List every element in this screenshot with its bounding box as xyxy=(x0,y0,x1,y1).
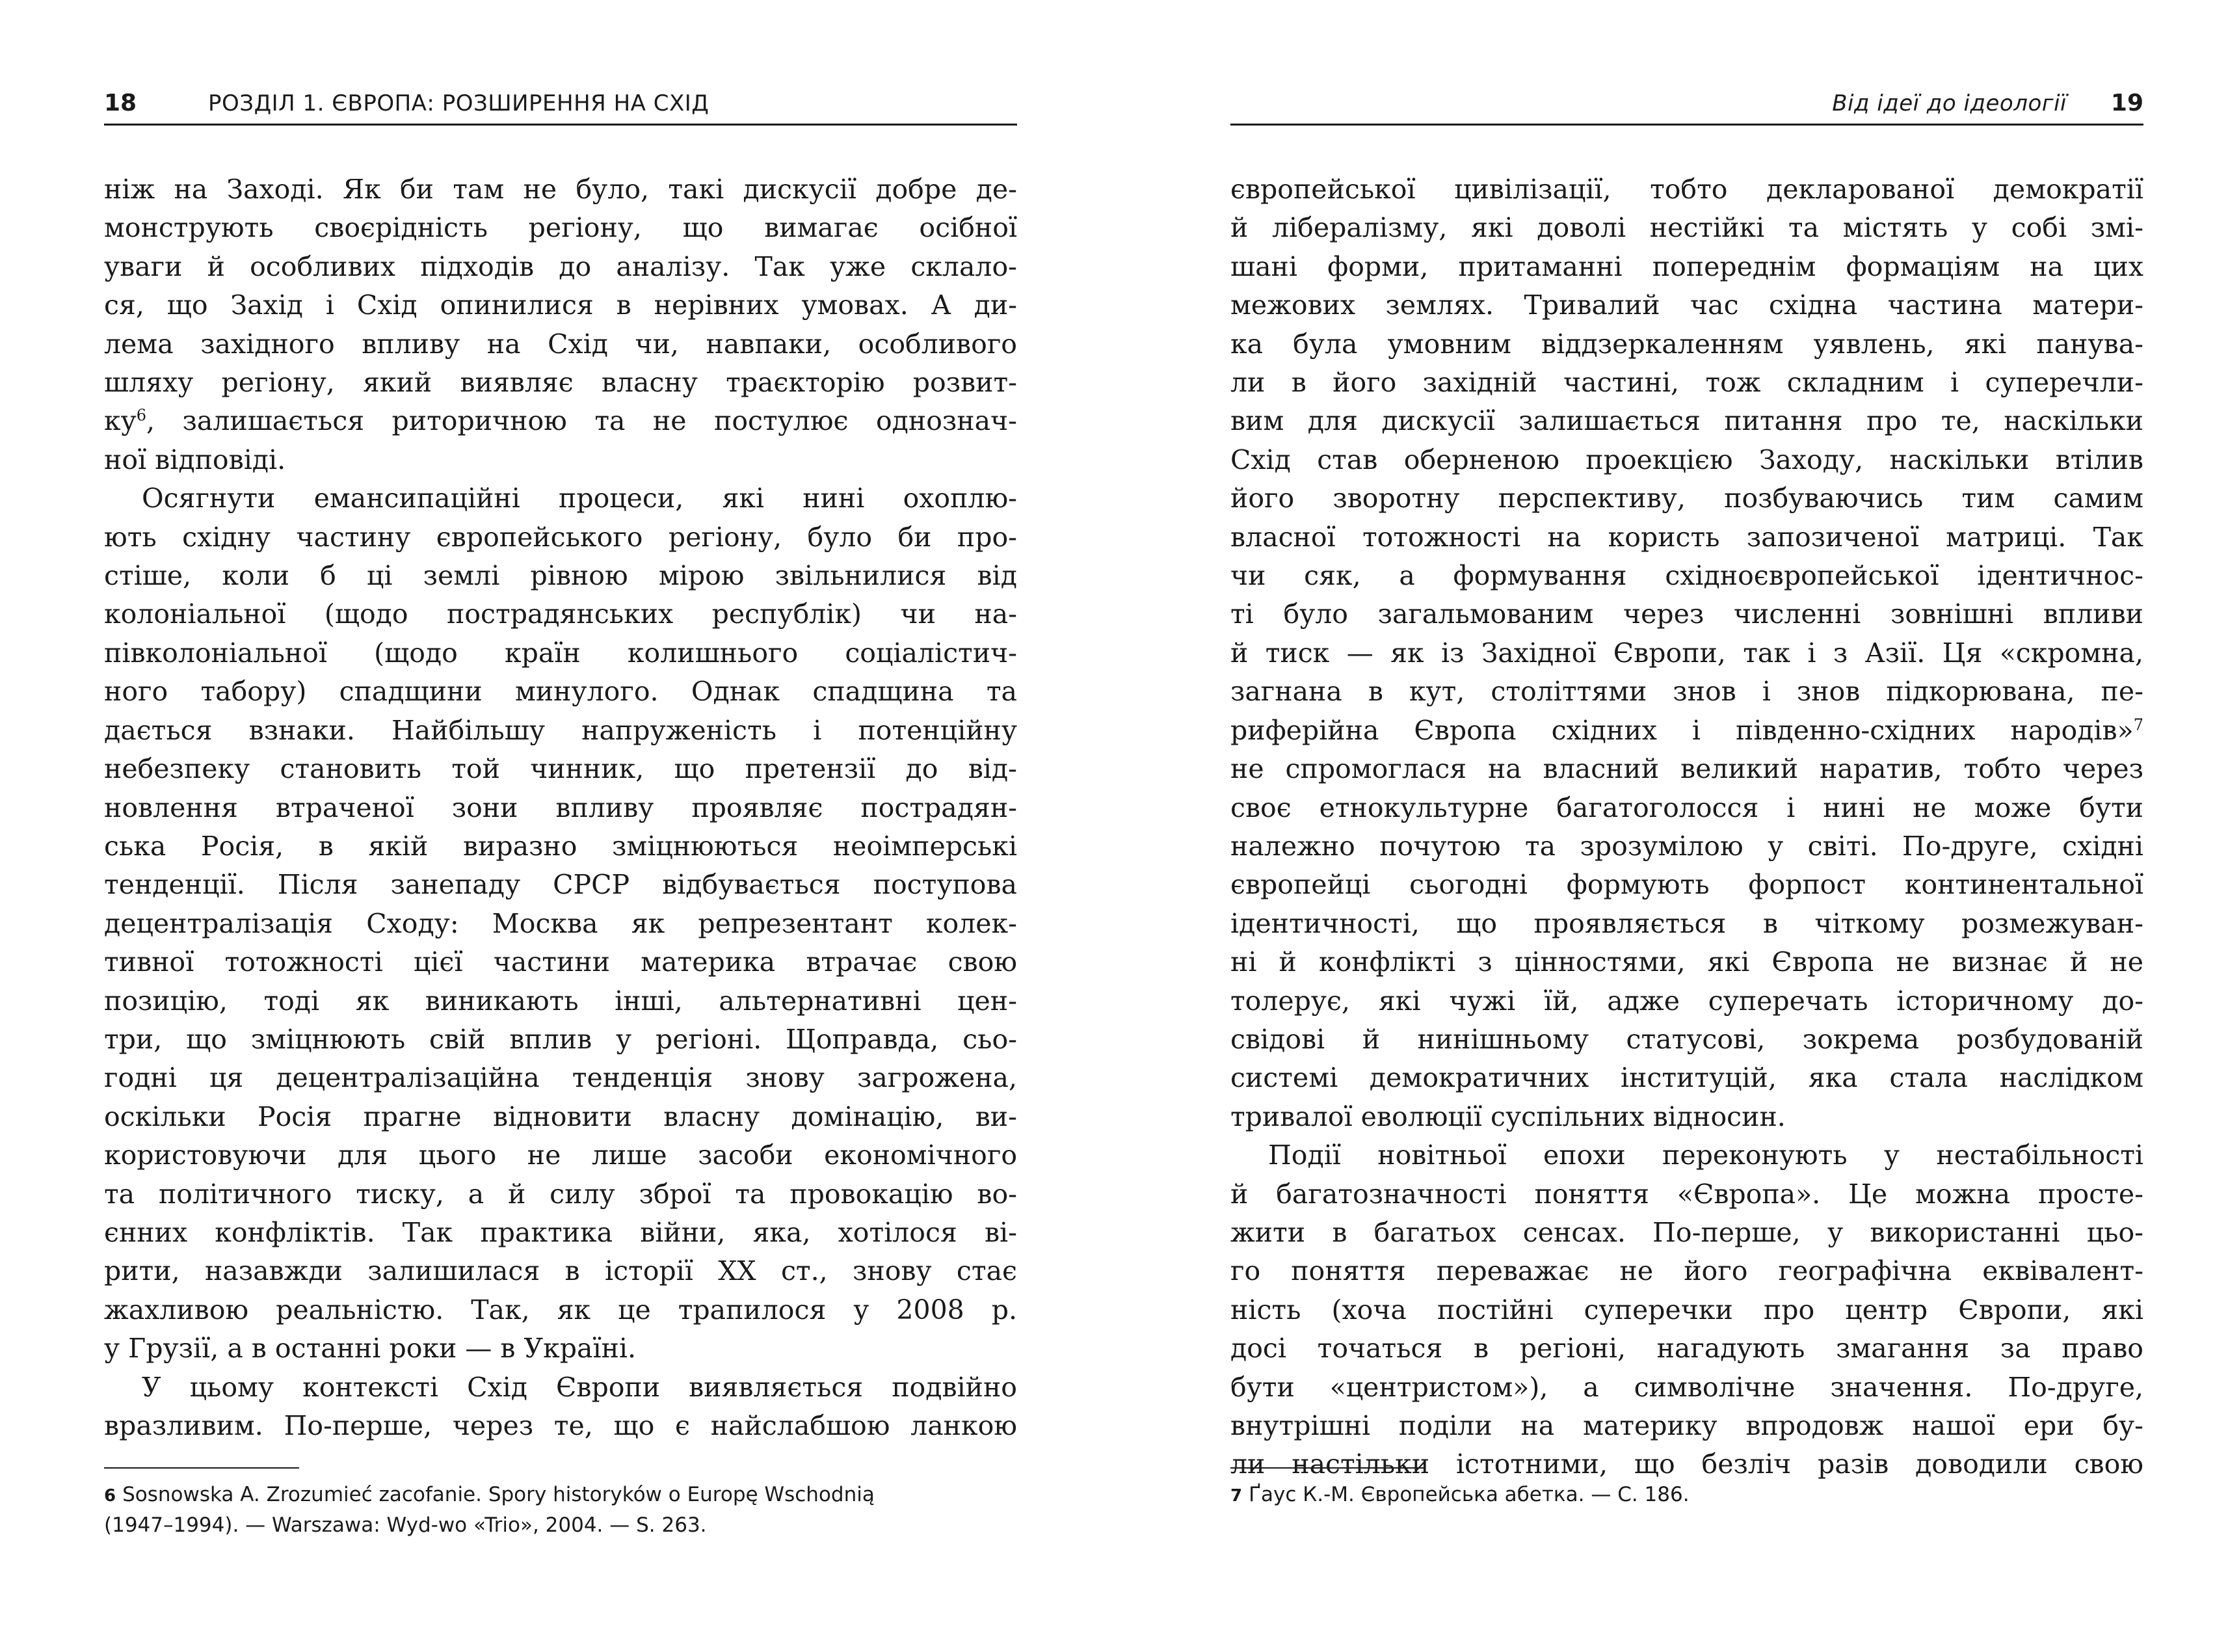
footnote-rule xyxy=(1230,1467,1426,1469)
text-line: ли в його західній частині, тож складним і суперечли- xyxy=(1230,367,2143,399)
text-line: й багатозначності поняття «Європа». Це можна простe- xyxy=(1230,1178,2143,1210)
text-line: небезпеку становить той чинник, що претензії до від- xyxy=(104,753,1017,785)
right-page xyxy=(1230,0,2143,1652)
footnote-ref: 6 xyxy=(136,406,147,425)
text-line: ли настільки істотними, що безліч разів доводили свою xyxy=(1230,1448,2143,1480)
text-line: ної відповіді. xyxy=(104,444,286,475)
text-line: лема західного впливу на Схід чи, навпаки, особливого xyxy=(104,328,1017,360)
text-line: монструють своєрідність регіону, що вимагає осібної xyxy=(104,212,1017,244)
text-line: не спромоглася на власний великий наратив, тобто через xyxy=(1230,753,2143,785)
text-line: ніж на Заході. Як би там не було, такі дискусії добре де- xyxy=(104,174,1017,205)
text-line: європейської цивілізації, тобто декларованої демократії xyxy=(1230,174,2143,205)
body-text xyxy=(104,170,1017,1445)
body-text xyxy=(1230,170,2143,1484)
text-line: й тиск — як із Західної Європи, так і з Азії. Ця «скромна, xyxy=(1230,637,2143,669)
text-line: ку$^6$, залишається риторичною та не постулює однознач- xyxy=(104,405,1017,437)
text-line: досі точаться в регіоні, нагадують змагання за право xyxy=(1230,1333,2143,1365)
text-line: належно почутою та зрозумілою у світі. По-друге, східні xyxy=(1230,830,2143,862)
text-line: позицію, тоді як виникають інші, альтернативні цен- xyxy=(104,985,1017,1017)
footnote xyxy=(104,1480,1017,1540)
text-line: дається взнаки. Найбільшу напруженість і потенційну xyxy=(104,714,1017,746)
section-title: Від ідеї до ідеології xyxy=(1832,90,2067,116)
footnote xyxy=(1230,1480,2143,1511)
text-line: у Грузії, а в останні роки — в Україні. xyxy=(104,1333,637,1365)
text-line: системі демократичних інституцій, яка стала наслідком xyxy=(1230,1062,2143,1094)
text-line: чи сяк, а формування східноєвропейської ідентичнос- xyxy=(1230,560,2143,592)
text-line: оскільки Росія прагне відновити власну домінацію, ви- xyxy=(104,1100,1017,1132)
text-line: ська Росія, в якій виразно зміцнюються неоімперські xyxy=(104,830,1017,862)
page-number: 18 xyxy=(104,90,137,116)
running-head-left xyxy=(104,83,1017,126)
text-line: Схід став оберненою проекцією Заходу, наскільки втілив xyxy=(1230,444,2143,475)
text-line: ка була умовним віддзеркаленням уявлень, які панува- xyxy=(1230,328,2143,360)
footnote-number: 6 xyxy=(104,1486,116,1506)
footnote-line: 7 Ґаус К.-М. Європейська абетка. — С. 186. xyxy=(1230,1483,1690,1506)
text-line: новлення втраченої зони впливу проявляє пострадян- xyxy=(104,792,1017,823)
footnote-rule xyxy=(104,1467,299,1469)
text-line: тенденції. Після занепаду СРСР відбувається поступова xyxy=(104,869,1017,901)
text-line: межових землях. Тривалий час східна частина матери- xyxy=(1230,289,2143,321)
text-line: Осягнути емансипаційні процеси, які нині охоплю- xyxy=(142,483,1017,514)
text-line: рити, назавжди залишилася в історії XX ст., знову стає xyxy=(104,1255,1017,1287)
text-line: єнних конфліктів. Так практика війни, яка, хотілося ві- xyxy=(104,1216,1017,1248)
text-line: ність (хоча постійні суперечки про центр Європи, які xyxy=(1230,1294,2143,1326)
text-line: жити в багатьох сенсах. По-перше, у використанні цьо- xyxy=(1230,1216,2143,1248)
footnote-line: (1947–1994). — Warszawa: Wyd-wo «Trio», 2004. — S. 263. xyxy=(104,1513,707,1537)
text-line: та політичного тиску, а й силу зброї та провокацію во- xyxy=(104,1178,1017,1210)
text-line: ного табору) спадщини минулого. Однак спадщина та xyxy=(104,676,1017,708)
text-line: вразливим. По-перше, через те, що є найслабшою ланкою xyxy=(104,1410,1017,1441)
text-line: ся, що Захід і Схід опинилися в нерівних умовах. А ди- xyxy=(104,289,1017,321)
text-line: уваги й особливих підходів до аналізу. Так уже склало- xyxy=(104,250,1017,282)
text-line: колоніальної (щодо пострадянських республік) чи на- xyxy=(104,598,1017,630)
text-line: тривалої еволюції суспільних відносин. xyxy=(1230,1100,1786,1132)
text-line: ті було загальмованим через численні зовнішні впливи xyxy=(1230,598,2143,630)
text-line: го поняття переважає не його географічна еквівалент- xyxy=(1230,1255,2143,1287)
text-line: власної тотожності на користь запозиченої матриці. Так xyxy=(1230,521,2143,553)
text-line: тивної тотожності цієї частини материка втрачає свою xyxy=(104,946,1017,978)
text-line: три, що зміцнюють свій вплив у регіоні. Щоправда, сьо- xyxy=(104,1023,1017,1055)
text-line: жахливою реальністю. Так, як це трапилося у 2008 р. xyxy=(104,1294,1017,1326)
text-line: шані форми, притаманні попереднім формаціям на цих xyxy=(1230,250,2143,282)
text-line: риферійна Європа східних і південно-східних народів»$^7$ xyxy=(1230,714,2143,746)
text-line: стіше, коли б ці землі рівною мірою звільнилися від xyxy=(104,560,1017,592)
text-line: загнана в кут, століттями знов і знов підкорювана, пе- xyxy=(1230,676,2143,708)
text-line: європейці сьогодні формують форпост континентальної xyxy=(1230,869,2143,901)
text-line: його зворотну перспективу, позбуваючись тим самим xyxy=(1230,483,2143,514)
text-line: вим для дискусії залишається питання про те, наскільки xyxy=(1230,405,2143,437)
text-line: Події новітньої епохи переконують у нестабільності xyxy=(1268,1139,2143,1171)
text-line: У цьому контексті Схід Європи виявляється подвійно xyxy=(142,1371,1017,1403)
text-line: ють східну частину європейського регіону, було би про- xyxy=(104,521,1017,553)
footnote-ref: 7 xyxy=(2133,715,2143,734)
footnote-number: 7 xyxy=(1230,1486,1243,1506)
text-line: своє етнокультурне багатоголосся і нині не може бути xyxy=(1230,792,2143,823)
text-line: й лібералізму, які доволі нестійкі та містять у собі змі- xyxy=(1230,212,2143,244)
text-line: ні й конфлікті з цінностями, які Європа не визнає й не xyxy=(1230,946,2143,978)
text-line: децентралізація Сходу: Москва як репрезентант колек- xyxy=(104,907,1017,939)
text-line: годні ця децентралізаційна тенденція знову загрожена, xyxy=(104,1062,1017,1094)
chapter-title: РОЗДІЛ 1. ЄВРОПА: РОЗШИРЕННЯ НА СХІД xyxy=(208,90,710,116)
running-head-right xyxy=(1230,83,2143,126)
footnote-line: 6 Sosnowska A. Zrozumieć zacofanie. Spory historyków o Europę Wschodnią xyxy=(104,1483,875,1506)
text-line: користовуючи для цього не лише засоби економічного xyxy=(104,1139,1017,1171)
text-line: толерує, які чужі їй, адже суперечать історичному до- xyxy=(1230,985,2143,1017)
text-line: шляху регіону, який виявляє власну траєкторію розвит- xyxy=(104,367,1017,399)
text-line: свідові й нинішньому статусові, зокрема розбудованій xyxy=(1230,1023,2143,1055)
text-line: внутрішні поділи на материку впродовж нашої ери бу- xyxy=(1230,1410,2143,1441)
text-line: бути «центристом»), а символічне значення. По-друге, xyxy=(1230,1371,2143,1403)
left-page xyxy=(104,0,1017,1652)
text-line: ідентичності, що проявляється в чіткому розмежуван- xyxy=(1230,907,2143,939)
text-line: півколоніальної (щодо країн колишнього соціалістич- xyxy=(104,637,1017,669)
page-number: 19 xyxy=(2110,90,2143,116)
